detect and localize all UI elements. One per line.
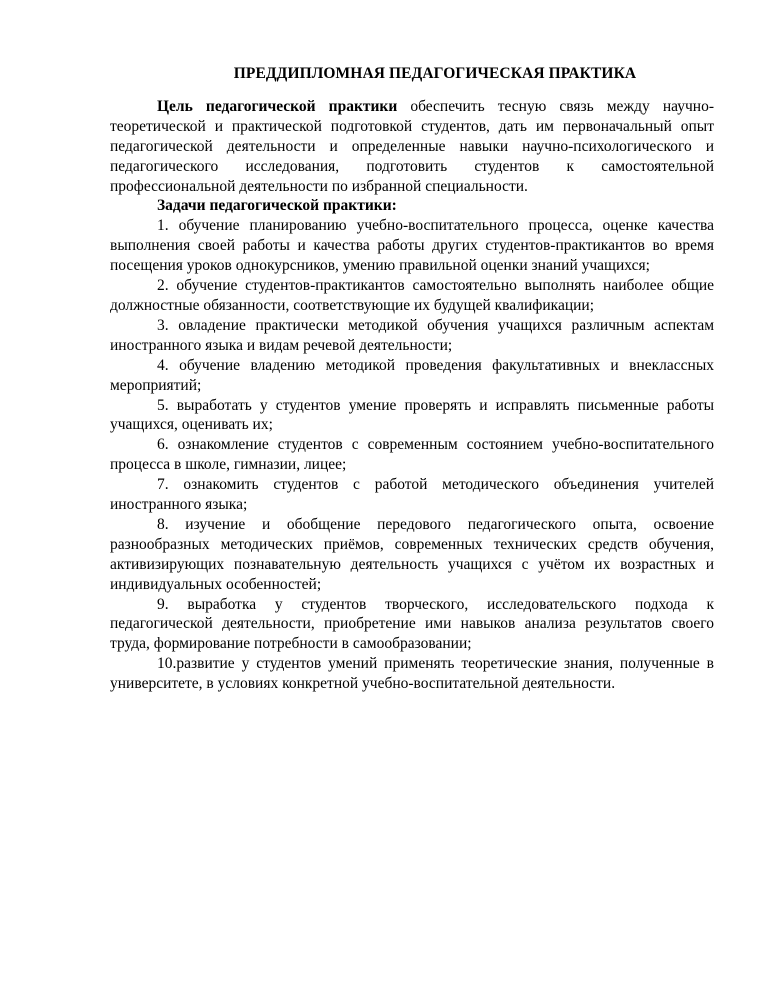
goal-text: обеспечить тесную связь между научно-теоретической и практической подготовкой студентов, дать им первоначальный опыт педагогической деятельности и определенные навыки научно-психологического и педагогического исследования, подготовить студентов к самостоятельной профессиональной деятельности по избранной специальности. <box>110 97 714 195</box>
task-item-10 <box>110 654 714 694</box>
task-text: изучение и обобщение передового педагогического опыта, освоение разнообразных методических приёмов, современных технических средств обучения, активизирующих познавательную деятельность учащихся с учётом их возрастных и индивидуальных особенностей; <box>110 515 715 593</box>
task-item-8 <box>110 515 714 595</box>
task-text: выработать у студентов умение проверять и исправлять письменные работы учащихся, оценивать их; <box>110 396 715 434</box>
task-number: 8. <box>157 515 169 533</box>
document-title: ПРЕДДИПЛОМНАЯ ПЕДАГОГИЧЕСКАЯ ПРАКТИКА <box>233 65 637 82</box>
document-content <box>110 64 714 694</box>
task-number: 10. <box>157 655 177 673</box>
goal-label: Цель педагогической практики <box>157 97 398 115</box>
task-text: ознакомление студентов с современным состоянием учебно-воспитательного процесса в школе, гимназии, лицее; <box>110 436 714 474</box>
task-item-9 <box>110 595 714 655</box>
task-number: 3. <box>157 316 169 334</box>
task-text: овладение практически методикой обучения учащихся различным аспектам иностранного языка и видам речевой деятельности; <box>110 316 715 354</box>
task-item-3 <box>110 316 714 356</box>
task-item-4 <box>110 356 714 396</box>
task-item-5 <box>110 396 714 436</box>
task-item-7 <box>110 475 714 515</box>
task-number: 5. <box>157 396 169 414</box>
task-text: обучение владению методикой проведения факультативных и внеклассных мероприятий; <box>110 356 715 394</box>
task-text: обучение студентов-практикантов самостоятельно выполнять наиболее общие должностные обязанности, соответствующие их будущей квалификации; <box>110 277 714 314</box>
task-text: выработка у студентов творческого, исследовательского подхода к педагогической деятельности, приобретение ими навыков анализа результатов своего труда, формирование потребности в самообразовании; <box>110 595 714 653</box>
task-number: 1. <box>157 217 169 235</box>
task-text: развитие у студентов умений применять теоретические знания, полученные в университете, в условиях конкретной учебно-воспитательной деятельности. <box>110 655 714 693</box>
task-number: 9. <box>157 595 169 613</box>
task-number: 4. <box>157 356 169 374</box>
task-item-2 <box>110 276 714 316</box>
goal-paragraph <box>110 97 714 197</box>
task-number: 2. <box>157 277 169 295</box>
task-number: 6. <box>157 436 169 454</box>
tasks-heading: Задачи педагогической практики: <box>157 197 397 215</box>
task-number: 7. <box>157 476 169 494</box>
task-text: ознакомить студентов с работой методического объединения учителей иностранного языка; <box>110 476 714 514</box>
task-item-1 <box>110 216 714 276</box>
task-item-6 <box>110 435 714 475</box>
task-text: обучение планированию учебно-воспитательного процесса, оценке качества выполнения своей работы и качества работы других студентов-практикантов во время посещения уроков однокурсников, умению правильной оценки знаний учащихся; <box>110 217 714 275</box>
